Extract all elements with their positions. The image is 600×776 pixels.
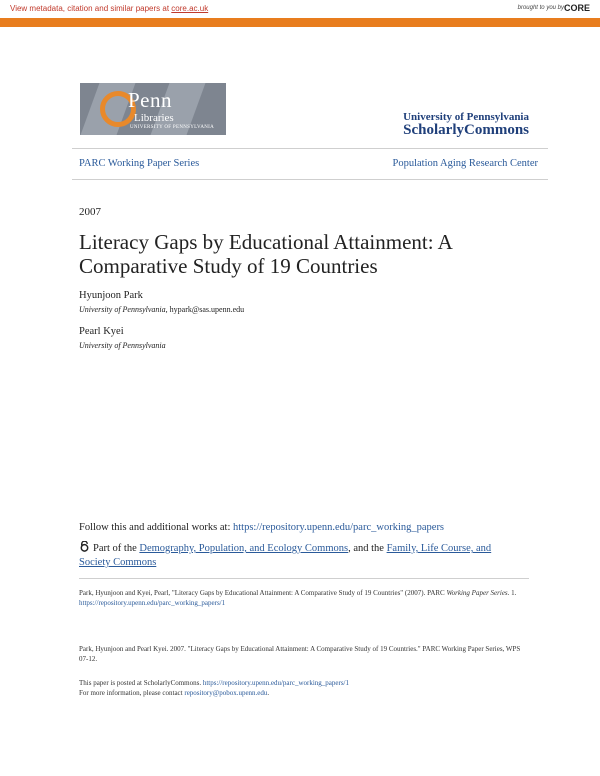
paper-title: Literacy Gaps by Educational Attainment: A Comparative Study of 19 Countries [79,230,452,278]
core-provided-text[interactable]: provided by ScholarlyCommons@Penn [491,37,588,43]
logo-libraries-text: Libraries [134,112,174,124]
citation-divider [79,578,529,579]
core-provided-bar [0,18,600,43]
open-access-icon [79,541,90,552]
header-divider [72,148,548,149]
publication-year: 2007 [79,206,101,218]
posted-url[interactable]: https://repository.upenn.edu/parc_working_papers/1 [202,679,349,687]
follow-line [79,522,444,533]
citation-url[interactable]: https://repository.upenn.edu/parc_working_papers/1 [79,599,226,607]
scholarly-commons-name[interactable]: ScholarlyCommons [403,122,529,138]
logo-university-text: UNIVERSITY OF PENNSYLVANIA [130,125,215,130]
posted-notice: This paper is posted at ScholarlyCommons. https://repository.upenn.edu/parc_working_papers/1 For more information, please contact repository@pobox.upenn.edu. [79,679,349,697]
recommended-citation: Park, Hyunjoon and Kyei, Pearl, "Literacy Gaps by Educational Attainment: A Comparative Study of 19 Countries" (2007). PARC Working Paper Series. 1. https://repository.upenn.edu/parc_working_papers/1 [79,589,517,607]
penn-libraries-logo[interactable] [80,83,226,135]
brought-to-you-text: brought to you by [517,5,564,11]
author-affiliation: University of Pennsylvania [79,341,166,350]
author-name: Hyunjoon Park [79,290,143,301]
family-commons-link[interactable]: Family, Life Course, and Society Commons [79,543,492,568]
author-affiliation: University of Pennsylvania, hypark@sas.upenn.edu [79,305,245,314]
demography-commons-link[interactable]: Demography, Population, and Ecology Commons [139,543,349,554]
core-metadata-link[interactable]: View metadata, citation and similar papers at core.ac.uk [10,4,209,13]
research-center-link[interactable]: Population Aging Research Center [392,158,538,169]
follow-url[interactable]: https://repository.upenn.edu/parc_working_papers [233,522,445,533]
core-banner [0,0,600,20]
core-logo[interactable]: CORE [563,3,590,13]
university-name[interactable]: University of Pennsylvania [403,111,529,123]
series-divider [72,179,548,180]
part-of-line: Part of the Demography, Population, and Ecology Commons, and the Family, Life Course, and Society Commons [79,543,492,568]
logo-penn-text: Penn [128,88,172,112]
formal-citation: Park, Hyunjoon and Pearl Kyei. 2007. "Literacy Gaps by Educational Attainment: A Comparative Study of 19 Countries." PARC Working Paper Series, WPS 07-12. [79,645,521,663]
contact-email[interactable]: repository@pobox.upenn.edu [184,689,268,697]
author-name: Pearl Kyei [79,326,124,337]
follow-label: Follow this and additional works at: [79,522,233,533]
series-link[interactable]: PARC Working Paper Series [79,158,200,169]
